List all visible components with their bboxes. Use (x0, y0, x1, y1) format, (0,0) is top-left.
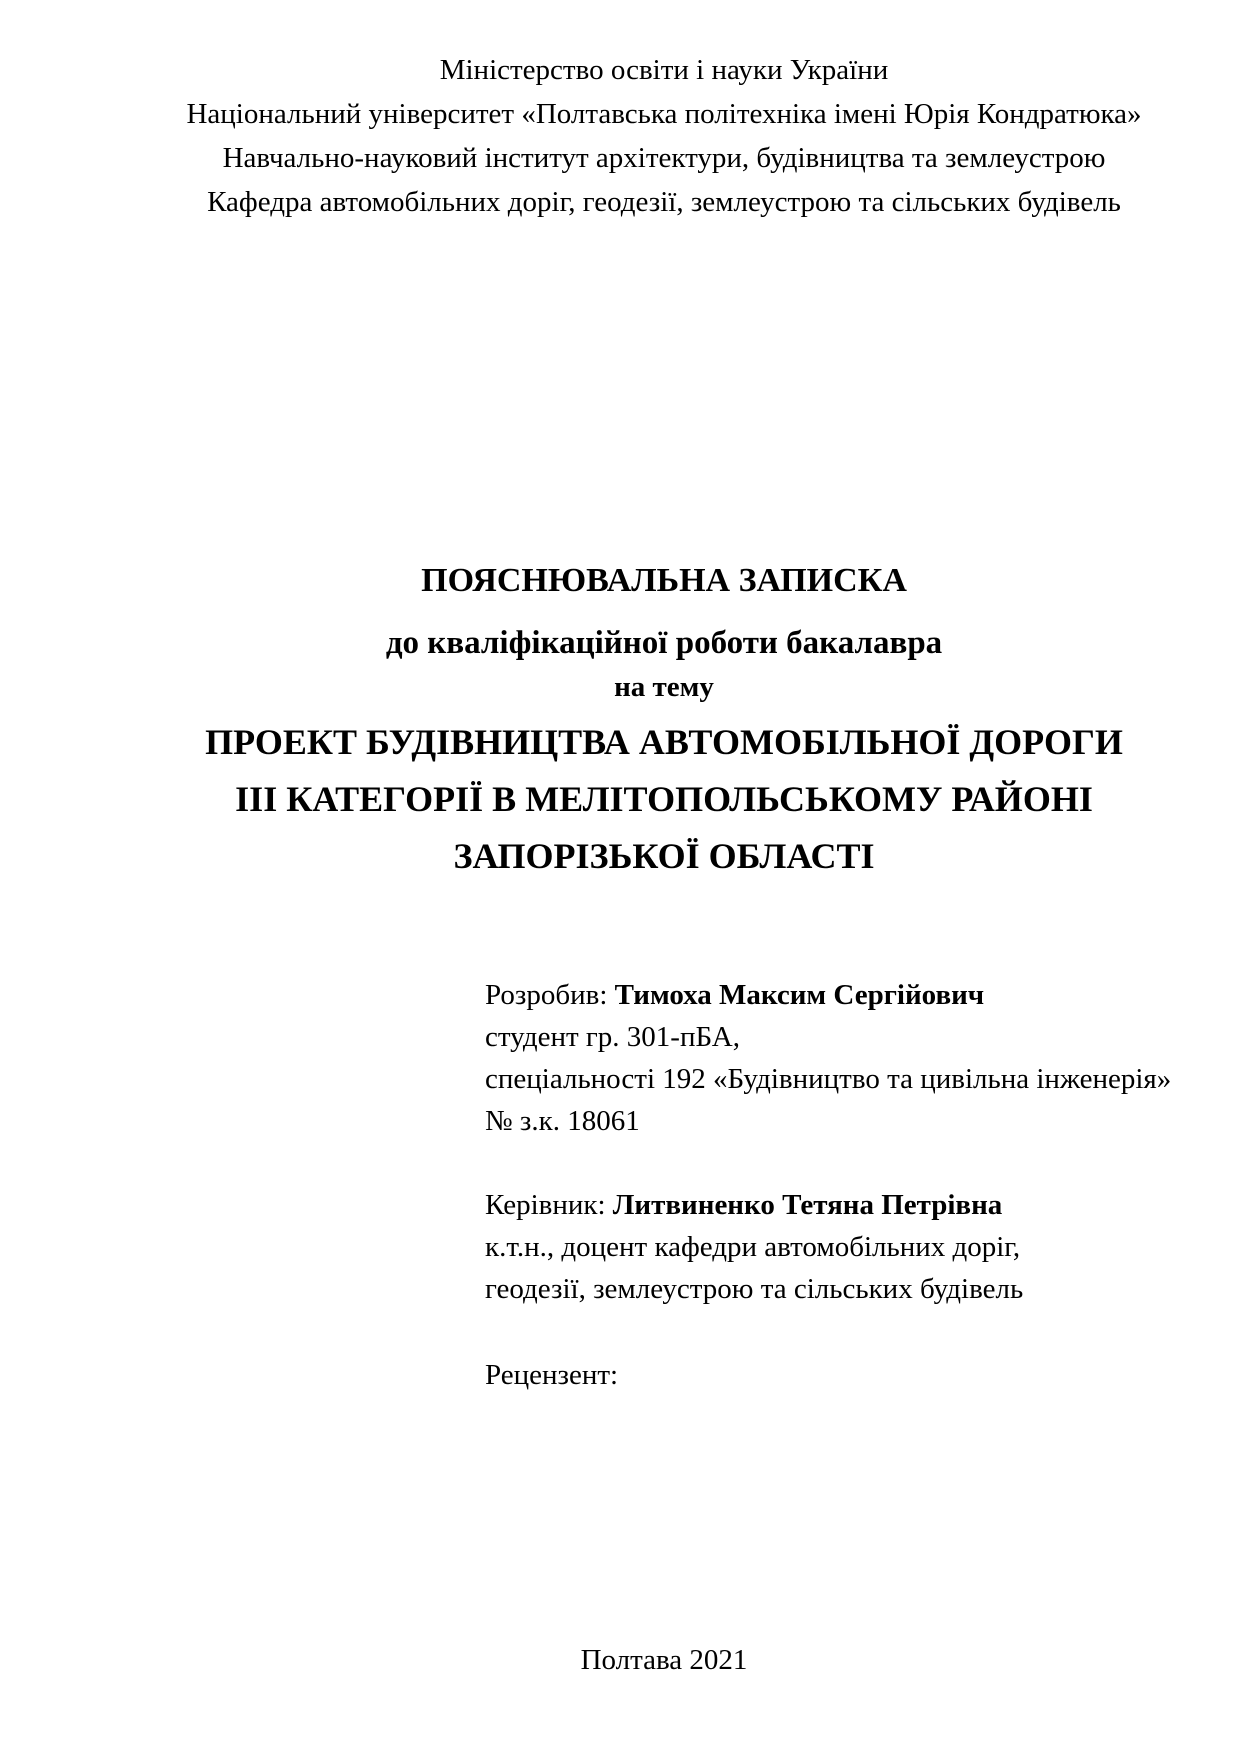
thesis-title-line-3: ЗАПОРІЗЬКОЇ ОБЛАСТІ (453, 836, 875, 876)
supervisor-degree-line: к.т.н., доцент кафедри автомобільних доріг, (485, 1231, 1021, 1263)
author-specialty-line: спеціальності 192 «Будівництво та цивільна інженерія» (485, 1063, 1172, 1095)
document-type-title: ПОЯСНЮВАЛЬНА ЗАПИСКА (421, 562, 907, 599)
institute-line: Навчально-науковий інститут архітектури, будівництва та землеустрою (222, 142, 1106, 174)
city-year-footer: Полтава 2021 (580, 1644, 748, 1676)
institution-header (150, 48, 1178, 224)
thesis-title-line-2: ІІІ КАТЕГОРІЇ В МЕЛІТОПОЛЬСЬКОМУ РАЙОНІ (235, 779, 1093, 819)
author-record-number-line: № з.к. 18061 (485, 1105, 640, 1137)
ministry-line: Міністерство освіти і науки України (439, 54, 889, 86)
author-group-line: студент гр. 301-пБА, (485, 1021, 740, 1053)
supervisor-block (485, 1184, 1178, 1310)
supervisor-label: Керівник: (485, 1189, 606, 1221)
author-line (485, 974, 1178, 1016)
university-line: Національний університет «Полтавська політехніка імені Юрія Кондратюка» (186, 98, 1142, 130)
author-label: Розробив: (485, 979, 608, 1011)
thesis-title-line-1: ПРОЕКТ БУДІВНИЦТВА АВТОМОБІЛЬНОЇ ДОРОГИ (205, 722, 1123, 762)
supervisor-department-line: геодезії, землеустрою та сільських будівель (485, 1273, 1024, 1305)
reviewer-label: Рецензент: (485, 1359, 619, 1391)
reviewer-block (485, 1354, 1178, 1396)
department-line: Кафедра автомобільних доріг, геодезії, землеустрою та сільських будівель (207, 186, 1121, 218)
author-name: Тимоха Максим Сергійович (614, 979, 985, 1011)
supervisor-line (485, 1184, 1178, 1226)
author-block (485, 974, 1178, 1142)
credits-section (150, 974, 1178, 1396)
document-subtitle: до кваліфікаційної роботи бакалавра (385, 625, 943, 661)
thesis-title (150, 714, 1178, 885)
topic-label: на тему (614, 671, 714, 703)
supervisor-name: Литвиненко Тетяна Петрівна (612, 1189, 1003, 1221)
title-section (150, 556, 1178, 885)
